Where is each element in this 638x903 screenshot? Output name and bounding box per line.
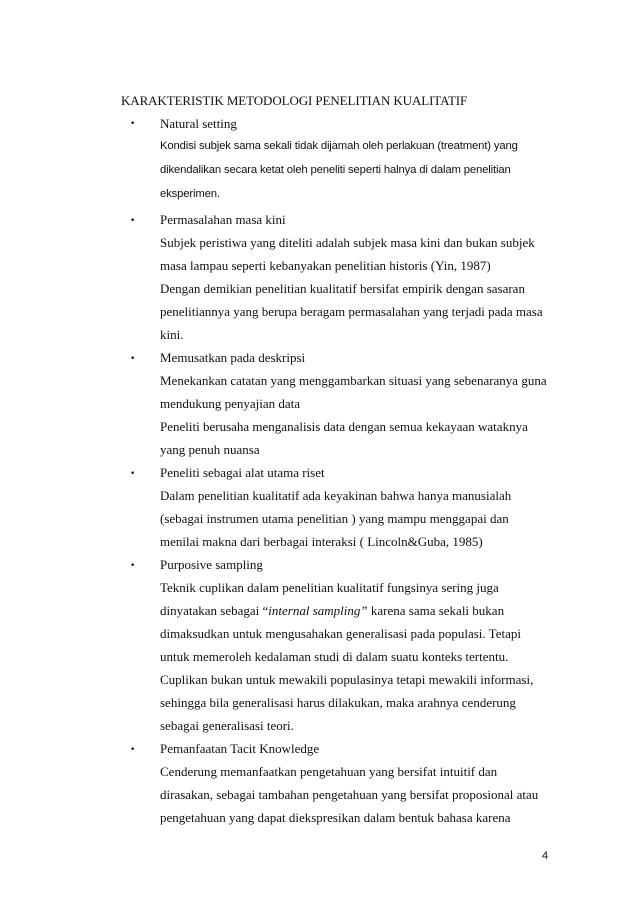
- bullet-icon: •: [130, 561, 136, 571]
- item-text-line: yang penuh nuansa: [160, 442, 260, 457]
- item-text-line: Cenderung memanfaatkan pengetahuan yang bersifat intuitif dan: [160, 764, 498, 779]
- bullet-icon: •: [130, 745, 136, 755]
- page-number: 4: [542, 850, 549, 862]
- line-text: karena sama sekali bukan: [367, 603, 505, 618]
- item-text-line: untuk memeroleh kedalaman studi di dalam suatu konteks tertentu.: [160, 649, 509, 664]
- item-text-line: sehingga bila generalisasi harus dilakukan, maka arahnya cenderung: [160, 695, 516, 710]
- item-text-line: Menekankan catatan yang menggambarkan situasi yang sebenaranya guna: [160, 373, 547, 388]
- item-heading-deskripsi: Memusatkan pada deskripsi: [160, 350, 306, 365]
- item-text-line: Subjek peristiwa yang diteliti adalah subjek masa kini dan bukan subjek: [160, 235, 535, 250]
- item-text-line: masa lampau seperti kebanyakan penelitian historis (Yin, 1987): [160, 258, 491, 273]
- item-text-line: (sebagai instrumen utama penelitian ) yang mampu menggapai dan: [160, 511, 509, 526]
- item-text-line: pengetahuan yang dapat diekspresikan dalam bentuk bahasa karena: [160, 810, 511, 825]
- line-text: dinyatakan sebagai “: [160, 603, 269, 618]
- item-text-line: Dengan demikian penelitian kualitatif bersifat empirik dengan sasaran: [160, 281, 525, 296]
- item-text-line: Kondisi subjek sama sekali tidak dijamah oleh perlakuan (treatment) yang: [160, 140, 518, 152]
- item-text-line: dikendalikan secara ketat oleh peneliti seperti halnya di dalam penelitian: [160, 164, 511, 176]
- item-text-line: menilai makna dari berbagai interaksi ( Lincoln&Guba, 1985): [160, 534, 483, 549]
- bullet-icon: •: [130, 469, 136, 479]
- item-text-line: eksperimen.: [160, 188, 220, 200]
- item-heading-permasalahan: Permasalahan masa kini: [160, 212, 286, 227]
- item-text-line: Teknik cuplikan dalam penelitian kualitatif fungsinya sering juga: [160, 580, 499, 595]
- bullet-icon: •: [130, 354, 136, 364]
- item-heading-alat-utama: Peneliti sebagai alat utama riset: [160, 465, 325, 480]
- item-text-line: sebagai generalisasi teori.: [160, 718, 294, 733]
- item-text-line: Peneliti berusaha menganalisis data dengan semua kekayaan wataknya: [160, 419, 528, 434]
- item-heading-natural-setting: Natural setting: [160, 116, 237, 131]
- item-text-line: Dalam penelitian kualitatif ada keyakinan bahwa hanya manusialah: [160, 488, 512, 503]
- item-text-line: penelitiannya yang berupa beragam permasalahan yang terjadi pada masa: [160, 304, 543, 319]
- bullet-icon: •: [130, 119, 136, 129]
- item-text-line: Cuplikan bukan untuk mewakili populasinya tetapi mewakili informasi,: [160, 672, 534, 687]
- item-text-line: dirasakan, sebagai tambahan pengetahuan yang bersifat proposional atau: [160, 787, 539, 802]
- item-text-line: dimaksudkan untuk mengusahakan generalisasi pada populasi. Tetapi: [160, 626, 521, 641]
- italic-term: internal sampling”: [268, 603, 368, 618]
- item-text-line: mendukung penyajian data: [160, 396, 301, 411]
- item-text-line-with-italic: [160, 603, 504, 619]
- item-heading-tacit-knowledge: Pemanfaatan Tacit Knowledge: [160, 741, 320, 756]
- bullet-icon: •: [130, 216, 136, 226]
- item-heading-purposive: Purposive sampling: [160, 557, 263, 572]
- document-title: KARAKTERISTIK METODOLOGI PENELITIAN KUALITATIF: [121, 93, 468, 108]
- item-text-line: kini.: [160, 327, 184, 342]
